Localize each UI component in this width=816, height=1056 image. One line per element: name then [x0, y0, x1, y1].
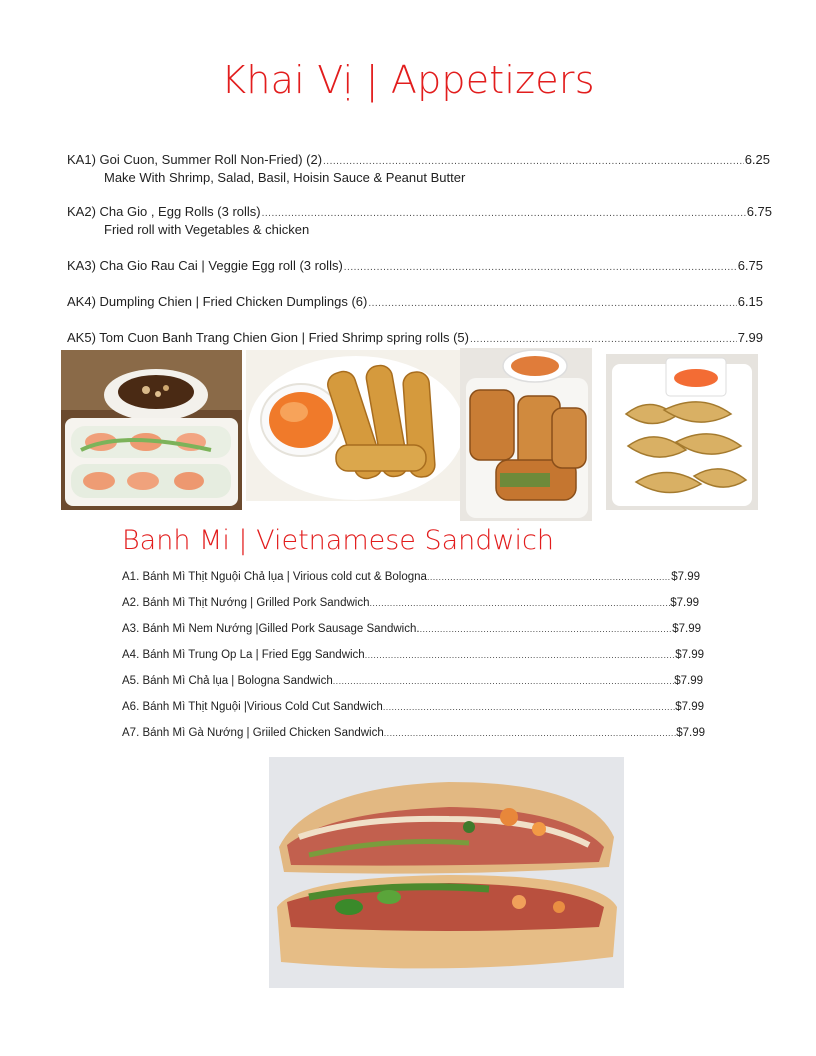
appetizers-list — [67, 152, 770, 348]
list-item — [122, 674, 703, 700]
summer-roll-photo — [61, 350, 242, 510]
list-item — [67, 258, 763, 276]
item-name: AK4) Dumpling Chien | Fried Chicken Dumplings (6) — [67, 294, 368, 309]
list-item — [122, 726, 705, 752]
list-item — [122, 700, 704, 726]
item-name: KA1) Goi Cuon, Summer Roll Non-Fried) (2) — [67, 152, 323, 167]
item-name: A4. Bánh Mì Trung Op La | Fried Egg Sandwich — [122, 649, 365, 661]
item-price: $7.99 — [674, 675, 703, 687]
item-name: A3. Bánh Mì Nem Nướng |Gilled Pork Sausage Sandwich. — [122, 623, 420, 635]
leader-dots — [383, 700, 675, 714]
egg-rolls-photo — [246, 350, 464, 501]
leader-dots — [344, 260, 737, 276]
item-price: $7.99 — [676, 727, 705, 739]
item-name: KA3) Cha Gio Rau Cai | Veggie Egg roll (3 rolls) — [67, 258, 343, 273]
leader-dots — [420, 622, 673, 636]
dumplings-photo — [606, 354, 758, 510]
item-name: A6. Bánh Mì Thịt Nguội |Virious Cold Cut Sandwich — [122, 701, 383, 713]
item-name: KA2) Cha Gio , Egg Rolls (3 rolls) — [67, 204, 261, 219]
item-price: 7.99 — [737, 330, 763, 345]
banh-mi-list — [122, 570, 705, 752]
item-name: A5. Bánh Mì Chả lụa | Bologna Sandwich — [122, 675, 333, 687]
leader-dots — [470, 332, 737, 348]
item-price: $7.99 — [671, 571, 700, 583]
item-name: AK5) Tom Cuon Banh Trang Chien Gion | Fried Shrimp spring rolls (5) — [67, 330, 469, 345]
leader-dots — [323, 154, 744, 170]
leader-dots — [262, 206, 746, 222]
item-name: A7. Bánh Mì Gà Nướng | Griiled Chicken Sandwich — [122, 727, 384, 739]
list-item — [67, 204, 770, 238]
leader-dots — [365, 648, 676, 662]
veggie-egg-roll-photo — [460, 348, 592, 521]
item-price: $7.99 — [675, 649, 704, 661]
list-item — [122, 648, 704, 674]
list-item — [122, 570, 700, 596]
list-item — [67, 330, 763, 348]
item-description: Fried roll with Vegetables & chicken — [104, 222, 310, 237]
list-item — [122, 596, 699, 622]
appetizers-heading: Khai Vị | Appetizers — [221, 58, 595, 102]
item-description: Make With Shrimp, Salad, Basil, Hoisin Sauce & Peanut Butter — [104, 170, 466, 185]
item-price: 6.75 — [737, 258, 763, 273]
list-item — [67, 294, 763, 312]
banh-mi-heading: Banh Mi | Vietnamese Sandwich — [122, 525, 554, 556]
item-price: $7.99 — [670, 597, 699, 609]
item-name: A1. Bánh Mì Thịt Nguội Chả lụa | Virious cold cut & Bologna — [122, 571, 427, 583]
leader-dots — [384, 726, 676, 740]
item-name: A2. Bánh Mì Thịt Nướng | Grilled Pork Sandwich — [122, 597, 370, 609]
item-price: 6.25 — [744, 152, 770, 167]
leader-dots — [368, 296, 736, 312]
leader-dots — [427, 570, 671, 584]
leader-dots — [369, 596, 670, 610]
list-item — [122, 622, 701, 648]
item-price: $7.99 — [672, 623, 701, 635]
banh-mi-photo — [269, 757, 624, 988]
item-price: $7.99 — [675, 701, 704, 713]
item-price: 6.15 — [737, 294, 763, 309]
leader-dots — [333, 674, 674, 688]
item-price: 6.75 — [746, 204, 772, 219]
list-item — [67, 152, 770, 186]
